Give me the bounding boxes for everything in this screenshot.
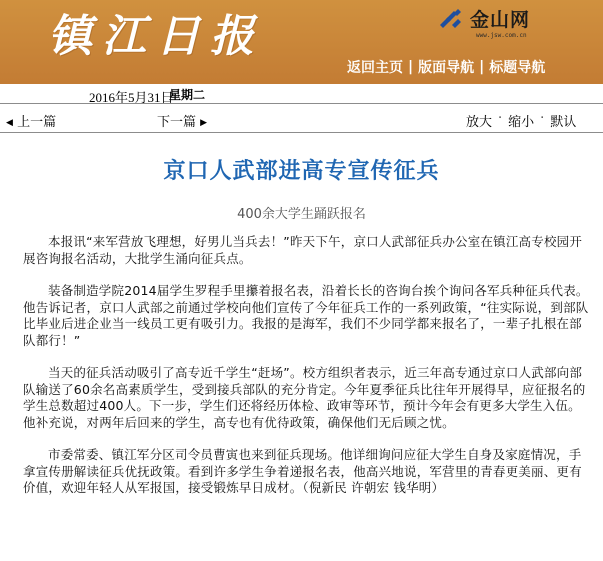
previous-article-label: 上一篇 bbox=[17, 115, 57, 130]
triangle-left-icon: ◀ bbox=[6, 118, 13, 128]
next-article-link[interactable] bbox=[157, 111, 207, 130]
partner-logo[interactable] bbox=[438, 3, 538, 33]
article-paragraph: 当天的征兵活动吸引了高专近千学生“赶场”。校方组织者表示，近三年高专通过京口人武部向部队输送了60余名高素质学生，受到接兵部队的充分肯定。今年夏季征兵比往年开展得早，应征报名的学生总数超过400人。下一步，学生们还将经历体检、政审等环节，预计今年会有更多大学生入伍。他补充说，对两年后回来的学生，高专也有优待政策，确保他们无后顾之忧。 bbox=[23, 365, 586, 430]
partner-url: www.jsw.com.cn bbox=[476, 32, 527, 39]
nav-home-link[interactable]: 返回主页 bbox=[347, 60, 403, 76]
article-body bbox=[23, 234, 590, 513]
zoom-default-link[interactable]: 默认 bbox=[550, 115, 577, 130]
article-paragraph: 市委常委、镇江军分区司令员曹寅也来到征兵现场。他详细询问应征大学生自身及家庭情况，手拿宣传册解读征兵优抚政策。看到许多学生争着递报名表，他高兴地说，军营里的青春更美丽、更有价值，欢迎年轻人从军报国，接受锻炼早日成材。（倪新民 许朝宏 钱华明） bbox=[23, 447, 582, 495]
newspaper-logo: 镇江日报 bbox=[48, 11, 264, 62]
date-bar bbox=[0, 85, 603, 103]
partner-name: 金山网 bbox=[470, 8, 531, 31]
font-size-controls bbox=[466, 111, 576, 130]
zoom-out-link[interactable]: 缩小 bbox=[508, 115, 535, 130]
article-paragraph: 本报讯“来军营放飞理想，好男儿当兵去！”昨天下午，京口人武部征兵办公室在镇江高专校园开展咨询报名活动，大批学生涌向征兵点。 bbox=[23, 234, 583, 266]
article-subtitle: 400余大学生踊跃报名 bbox=[237, 207, 366, 222]
top-navigation bbox=[344, 58, 548, 76]
article-title: 京口人武部进高专宣传征兵 bbox=[163, 159, 440, 184]
zoom-in-link[interactable]: 放大 bbox=[466, 115, 493, 130]
issue-weekday: 星期二 bbox=[169, 88, 206, 102]
nav-separator: | bbox=[479, 59, 485, 75]
nav-separator: | bbox=[408, 59, 414, 75]
previous-article-link[interactable] bbox=[6, 111, 56, 130]
article-toolbar bbox=[0, 103, 603, 133]
nav-title-navigation-link[interactable]: 标题导航 bbox=[489, 60, 546, 76]
zoom-separator: · bbox=[498, 111, 503, 126]
nav-page-navigation-link[interactable]: 版面导航 bbox=[418, 60, 475, 76]
masthead bbox=[0, 0, 603, 84]
triangle-right-icon: ▶ bbox=[200, 118, 208, 128]
zoom-separator: · bbox=[540, 111, 545, 126]
issue-date: 2016年5月31日 bbox=[89, 90, 174, 105]
article-paragraph: 装备制造学院2014届学生罗程手里攥着报名表，沿着长长的咨询台挨个询问各军兵种征兵代表。他告诉记者，京口人武部之前通过学校向他们宣传了今年征兵工作的一系列政策，“往实际说，到部队比毕业后进企业当一线员工更有吸引力。我报的是海军，我们不少同学都来报名了，一辈子扎根在部队都行！” bbox=[23, 283, 589, 348]
partner-logo-icon bbox=[438, 7, 464, 29]
next-article-label: 下一篇 bbox=[157, 115, 197, 130]
